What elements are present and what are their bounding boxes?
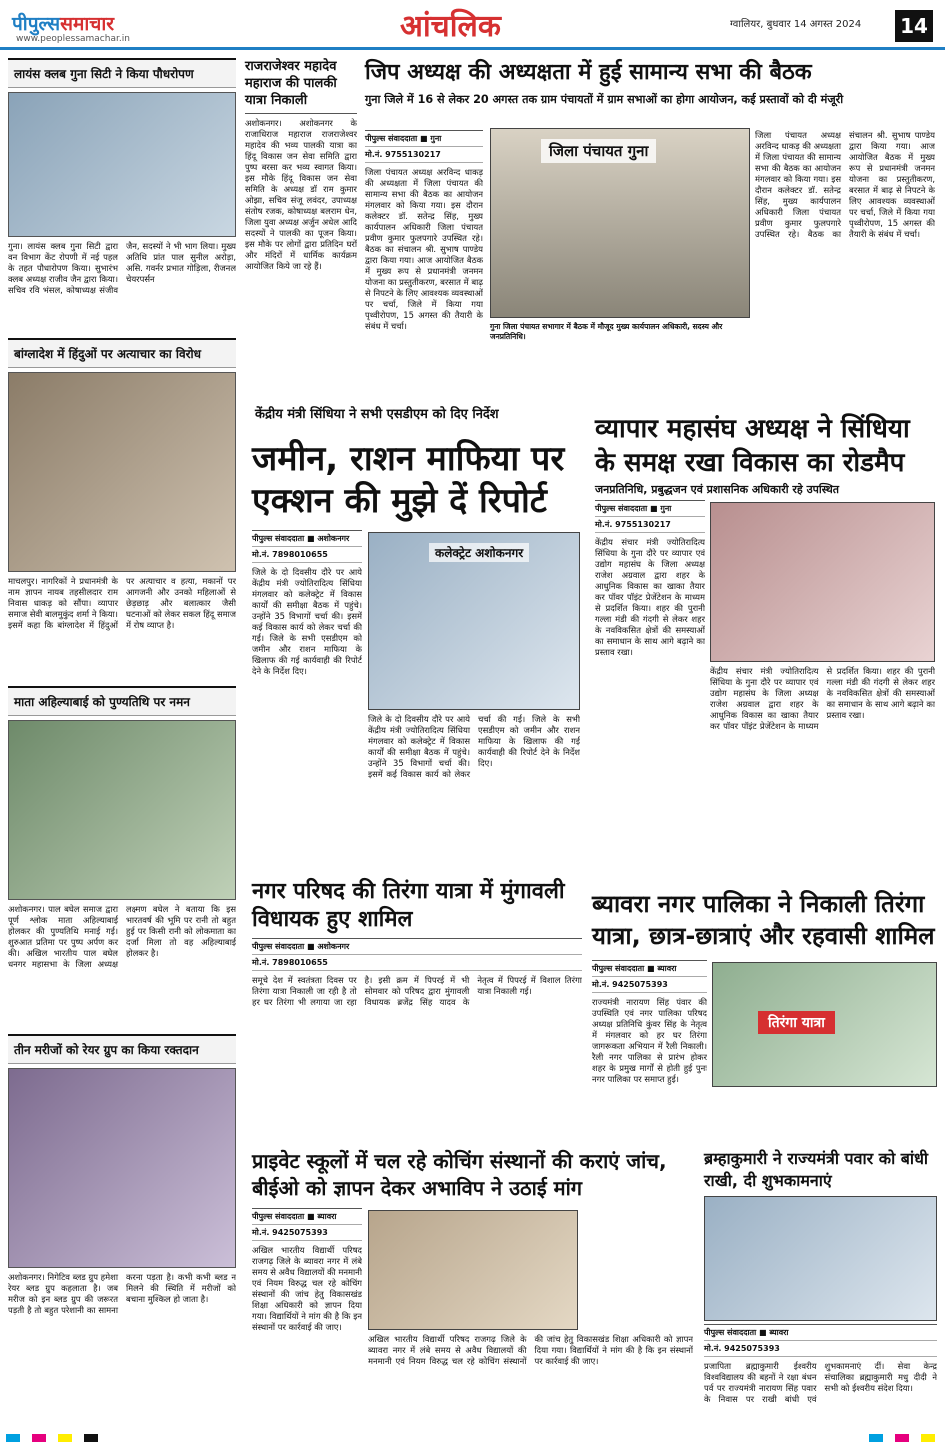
- story-text: जिला पंचायत अध्यक्ष अरविन्द धाकड़ की अध्यक्षता में जिला पंचायत की सामान्य सभा की बैठक का आयोजन मंगलवार को किया गया। इस दौरान कलेक्टर डॉ. सतेन्द्र सिंह, मुख्य कार्यपालन अधिकारी जिला पंचायत प्रवीण कुमार फुलपगारे उपस्थित रहे। बैठक का संचालन श्री. सुभाष पाण्डेय द्वारा किया गया। आज आयोजित बैठक में मुख्य रूप से प्रधानमंत्री जनमन योजना का प्रस्तुतीकरण, बरसात में बाढ़ से निपटने के लिए आवश्यक व्यवस्थाओं पर चर्चा, जिले में किया गया पृथ्वीरोपण, 15 अगस्त की तैयारी के संबंध में चर्चा।: [365, 167, 483, 331]
- photo-caption: गुना जिला पंचायत सभागार में बैठक में मौजूद मुख्य कार्यपालन अधिकारी, सदस्य और जनप्रतिनिधि।: [490, 322, 723, 341]
- vyapar-headline[interactable]: व्यापार महासंघ अध्यक्ष ने सिंधिया के समक्ष रखा विकास का रोडमैप: [595, 414, 910, 478]
- vyapar-subhead: जनप्रतिनिधि, प्रबुद्धजन एवं प्रशासनिक अधिकारी रहे उपस्थित: [595, 483, 840, 496]
- story-text: प्रजापिता ब्रह्माकुमारी ईश्वरीय विश्वविद्यालय की बहनों ने रक्षा बंधन पर्व पर राज्यमंत्री नारायण सिंह पवार के निवास पर राखी बांधी एवं शुभकामनाएं दीं। सेवा केन्द्र संचालिका ब्रह्माकुमारी मधु दीदी ने सभी को ईश्वरीय संदेश दिया।: [704, 1361, 937, 1404]
- story-text: केंद्रीय संचार मंत्री ज्योतिरादित्य सिंधिया के गुना दौरे पर व्यापार एवं उद्योग महासंघ के जिला अध्यक्ष राजेश अग्रवाल द्वारा शहर के आधुनिक विकास का खाका तैयार कर पॉवर पॉइंट प्रेजेंटेशन के माध्यम से प्रदर्शित किया। शहर की पुरानी गल्ला मंडी की गंदगी से लेकर शहर के नवविकसित क्षेत्रों की समस्याओं का समाधान के साथ आगे बढ़ाने का प्रस्ताव रखा।: [595, 537, 705, 657]
- byline-mobile: मो.नं. 9425075393: [704, 1341, 937, 1357]
- rakhi-photo: [704, 1196, 937, 1321]
- story-text: राज्यमंत्री नारायण सिंह पंवार की उपस्थिति एवं नगर पालिका परिषद अध्यक्ष प्रतिनिधि कुंवर सिंह के नेतृत्व में मंगलवार को हर घर तिरंगा जागरूकता अभियान में रैली निकाली। रैली नगर पालिका से प्रारंभ होकर शहर के प्रमुख मार्गों से होती हुई पुनः नगर पालिका पर समाप्त हुई।: [592, 997, 707, 1084]
- print-color-marks: [0, 1430, 945, 1445]
- story-photo: [8, 92, 236, 237]
- story-text: अशोकनगर। निगेटिव ब्लड ग्रुप हमेशा रेयर ब्लड ग्रुप कहलाता है। जब मरीज को इन ब्लड ग्रुप की जरूरत पड़ती है तो बहुत परेशानी का सामना करना पड़ता है। कभी कभी ब्लड न मिलने की स्थिति में मरीजों को बचाना मुश्किल हो जाता है।: [8, 1272, 236, 1315]
- site-url[interactable]: www.peoplessamachar.in: [16, 34, 130, 44]
- tiranga-headline[interactable]: नगर परिषद की तिरंगा यात्रा में मुंगावली विधायक हुए शामिल: [252, 879, 565, 932]
- scindia-headline[interactable]: जमीन, राशन माफिया पर एक्शन की मुझे दें रिपोर्ट: [252, 439, 565, 521]
- story-text-continued: जिला पंचायत अध्यक्ष अरविन्द धाकड़ की अध्यक्षता में जिला पंचायत की सामान्य सभा की बैठक का आयोजन मंगलवार को किया गया। इस दौरान कलेक्टर डॉ. सतेन्द्र सिंह, मुख्य कार्यपालन अधिकारी जिला पंचायत प्रवीण कुमार फुलपगारे उपस्थित रहे। बैठक का संचालन श्री. सुभाष पाण्डेय द्वारा किया गया। आज आयोजित बैठक में मुख्य रूप से प्रधानमंत्री जनमन योजना का प्रस्तुतीकरण, बरसात में बाढ़ से निपटने के लिए आवश्यक व्यवस्थाओं पर चर्चा, जिले में किया गया पृथ्वीरोपण, 15 अगस्त की तैयारी के संबंध में चर्चा।: [755, 130, 935, 239]
- tiranga-body: [252, 938, 582, 1137]
- rakhi-headline[interactable]: ब्रम्हाकुमारी ने राज्यमंत्री पवार को बांधी राखी, दी शुभकामनाएं: [704, 1149, 929, 1190]
- left-story: [8, 58, 236, 330]
- story-text: गुना। लायंस क्लब गुना सिटी द्वारा वन विभाग केंट रोपणी में नई पहल के तहत पौधारोपण किया। सुभारंभ क्लब अध्यक्ष राजीव जैन द्वारा किया। सचिव रवि भंसल, कोषाध्यक्ष संजीव जैन, सदस्यों ने भी भाग लिया। मुख्य अतिथि प्रांत पाल सुनील अरोड़ा, असि. गवर्नर प्रभात गोड़िला, रीजनल चेयरपर्सन: [8, 241, 236, 295]
- scindia-photo: [368, 532, 580, 710]
- byline-mobile: मो.नं. 7898010655: [252, 955, 582, 971]
- story-text: अखिल भारतीय विद्यार्थी परिषद राजगढ़ जिले के ब्यावरा नगर में लंबे समय से अवैध विद्यालयों की मनमानी एवं नियम विरुद्ध चल रहे कोचिंग संस्थानों की जांच हेतु विकासखंड शिक्षा अधिकारी को ज्ञापन दिया गया। विद्यार्थियों ने मांग की है कि इन संस्थानों पर कार्रवाई की जाए।: [252, 1245, 362, 1332]
- story-text: अशोकनगर। पाल बघेल समाज द्वारा पूर्ण श्लोक माता अहिल्याबाई होलकर की पुण्यतिथि मनाई गई। शुरुआत प्रतिमा पर पुष्प अर्पण कर की। अखिल भारतीय पाल बघेल धनगर महासभा के जिला अध्यक्ष लक्ष्मण बघेल ने बताया कि इस भारतवर्ष की भूमि पर रानी तो बहुत हुई पर किसी रानी को लोकमाता का दर्जा मिला तो वह अहिल्याबाई होलकर है।: [8, 904, 236, 969]
- byline-mobile: मो.नं. 9425075393: [252, 1225, 362, 1241]
- story-photo: [8, 1068, 236, 1268]
- left-story: [8, 1034, 236, 1434]
- coaching-photo: [368, 1210, 578, 1330]
- byline: पीपुल्स संवाददाता ■ ब्यावरा: [704, 1324, 937, 1341]
- dateline: ग्वालियर, बुधवार 14 अगस्त 2024: [730, 19, 862, 30]
- byline: पीपुल्स संवाददाता ■ ब्यावरा: [252, 1208, 362, 1225]
- byline: पीपुल्स संवाददाता ■ अशोकनगर: [252, 530, 362, 547]
- byline-mobile: मो.नं. 9425075393: [592, 977, 707, 993]
- byline: पीपुल्स संवाददाता ■ ब्यावरा: [592, 960, 707, 977]
- byline: पीपुल्स संवाददाता ■ गुना: [365, 130, 483, 147]
- story-text: माचलपुर। नागरिकों ने प्रधानमंत्री के नाम ज्ञापन नायब तहसीलदार राम निवास धाकड़ को सौंपा। व्यापार समाज सेवी बालमुकुंद शर्मा ने किया। इसमें कहा कि बांग्लादेश में हिंदुओं पर अत्याचार व हत्या, मकानों पर आगजनी और उनको महिलाओं से छेड़छाड़ और बलात्कार जैसी घटनाओं को लेकर सकल हिंदू समाज में रोष व्याप्त है।: [8, 576, 236, 630]
- top-story-subhead: गुना जिले में 16 से लेकर 20 अगस्त तक ग्राम पंचायतों में ग्राम सभाओं का होगा आयोजन, कई प्रस्तावों को दी मंजूरी: [365, 93, 844, 106]
- story-text-continued: जिले के दो दिवसीय दौरे पर आये केंद्रीय मंत्री ज्योतिरादित्य सिंधिया मंगलवार को कलेक्ट्रेट में विकास कार्यों की समीक्षा बैठक में पहुंचे। उन्होंने 35 विभागों चर्चा की। इसमें कई विकास कार्य को लेकर चर्चा की गई। जिले के सभी एसडीएम को जमीन और राशन माफिया के खिलाफ की गई कार्यवाही की रिपोर्ट देने के निर्देश दिए।: [368, 714, 580, 779]
- rakhi-body: [704, 1324, 937, 1423]
- coaching-headline[interactable]: प्राइवेट स्कूलों में चल रहे कोचिंग संस्थानों की कराएं जांच, बीईओ को ज्ञापन देकर अभाविप ने उठाई मांग: [252, 1149, 667, 1200]
- top-story-body: [365, 130, 483, 407]
- byline-mobile: मो.नं. 9755130217: [365, 147, 483, 163]
- story-text-continued: केंद्रीय संचार मंत्री ज्योतिरादित्य सिंधिया के गुना दौरे पर व्यापार एवं उद्योग महासंघ के जिला अध्यक्ष राजेश अग्रवाल द्वारा शहर के आधुनिक विकास का खाका तैयार कर पॉवर पॉइंट प्रेजेंटेशन के माध्यम से प्रदर्शित किया। शहर की पुरानी गल्ला मंडी की गंदगी से लेकर शहर के नवविकसित क्षेत्रों की समस्याओं का समाधान के साथ आगे बढ़ाने का प्रस्ताव रखा।: [710, 666, 935, 731]
- scindia-body: [252, 530, 362, 847]
- vyapar-photo: [710, 502, 935, 662]
- top-story-headline[interactable]: जिप अध्यक्ष की अध्यक्षता में हुई सामान्य सभा की बैठक: [365, 60, 812, 85]
- story-photo: [8, 372, 236, 572]
- byline: पीपुल्स संवाददाता ■ अशोकनगर: [252, 938, 582, 955]
- byawara-photo: [712, 962, 937, 1087]
- byline: पीपुल्स संवाददाता ■ गुना: [595, 500, 705, 517]
- photo-label: कलेक्ट्रेट अशोकनगर: [429, 543, 529, 562]
- brand-logo: पीपुल्ससमाचार: [12, 13, 115, 35]
- story-heading[interactable]: राजराजेश्वर महादेव महाराज की पालकी यात्रा निकाली: [245, 58, 357, 114]
- story-text: अशोकनगर। अशोकनगर के राजाधिराज महाराज राजराजेश्वर महादेव की भव्य पालकी यात्रा का हिंदू विकास जन सेवा समिति द्वारा पुष्प बरसा कर भव्य स्वागत किया। इस मौके हिंदू विकास जन सेवा समिति के अध्यक्ष डॉ राम कुमार ओझा, सचिव संजू लवंदर, उपाध्यक्ष संतोष रजक, कोषाध्यक्ष बलराम धेन, जिला युवा अध्यक्ष अर्जुन अधेल आदि सदस्यों ने पालकी का पूजन किया। इस मौके पर लोगों द्वारा प्रतिदिन घरों और मंदिरों में धार्मिक कार्यक्रम आयोजित किये जा रहे हैं।: [245, 118, 357, 271]
- vyapar-body: [595, 500, 705, 857]
- page-number: 14: [895, 10, 933, 42]
- byawara-headline[interactable]: ब्यावरा नगर पालिका ने निकाली तिरंगा यात्रा, छात्र-छात्राएं और रहवासी शामिल: [592, 890, 935, 950]
- left-column: [8, 58, 236, 1434]
- photo-label: जिला पंचायत गुना: [541, 139, 656, 163]
- story-heading[interactable]: तीन मरीजों को रेयर ग्रुप का किया रक्तदान: [8, 1034, 236, 1064]
- story-heading[interactable]: लायंस क्लब गुना सिटी ने किया पौधरोपण: [8, 58, 236, 88]
- mid-column: [245, 58, 357, 428]
- byawara-body: [592, 960, 707, 1127]
- byline-mobile: मो.नं. 9755130217: [595, 517, 705, 533]
- byline-mobile: मो.नं. 7898010655: [252, 547, 362, 563]
- story-text: जिले के दो दिवसीय दौरे पर आये केंद्रीय मंत्री ज्योतिरादित्य सिंधिया मंगलवार को कलेक्ट्रेट में विकास कार्यों की समीक्षा बैठक में पहुंचे। उन्होंने 35 विभागों चर्चा की। इसमें कई विकास कार्य को लेकर चर्चा की गई। जिले के सभी एसडीएम को जमीन और राशन माफिया के खिलाफ की गई कार्यवाही की रिपोर्ट देने के निर्देश दिए।: [252, 567, 362, 676]
- story-text-continued: अखिल भारतीय विद्यार्थी परिषद राजगढ़ जिले के ब्यावरा नगर में लंबे समय से अवैध विद्यालयों की मनमानी एवं नियम विरुद्ध चल रहे कोचिंग संस्थानों की जांच हेतु विकासखंड शिक्षा अधिकारी को ज्ञापन दिया गया। विद्यार्थियों ने मांग की है कि इन संस्थानों पर कार्रवाई की जाए।: [368, 1334, 693, 1366]
- story-text: समूचे देश में स्वतंत्रता दिवस पर तिरंगा यात्रा निकाली जा रही है तो हर घर तिरंगा भी लगाया जा रहा है। इसी क्रम में पिपरई में भी सोमवार को परिषद द्वारा मुंगावली विधायक ब्रजेंद्र सिंह यादव के नेतृत्व में पिपरई में विशाल तिरंगा यात्रा निकाली गई।: [252, 975, 582, 1007]
- top-story-photo: [490, 128, 750, 318]
- coaching-body: [252, 1208, 362, 1425]
- left-story: [8, 338, 236, 678]
- story-photo: [8, 720, 236, 900]
- story-heading[interactable]: माता अहिल्याबाई को पुण्यतिथि पर नमन: [8, 686, 236, 716]
- section-title: आंचलिक: [400, 9, 501, 44]
- left-story: [8, 686, 236, 1026]
- tiranga-banner: तिरंगा यात्रा: [758, 1011, 835, 1034]
- scindia-kicker: केंद्रीय मंत्री सिंधिया ने सभी एसडीएम को दिए निर्देश: [255, 407, 499, 422]
- story-heading[interactable]: बांग्लादेश में हिंदुओं पर अत्याचार का विरोध: [8, 338, 236, 368]
